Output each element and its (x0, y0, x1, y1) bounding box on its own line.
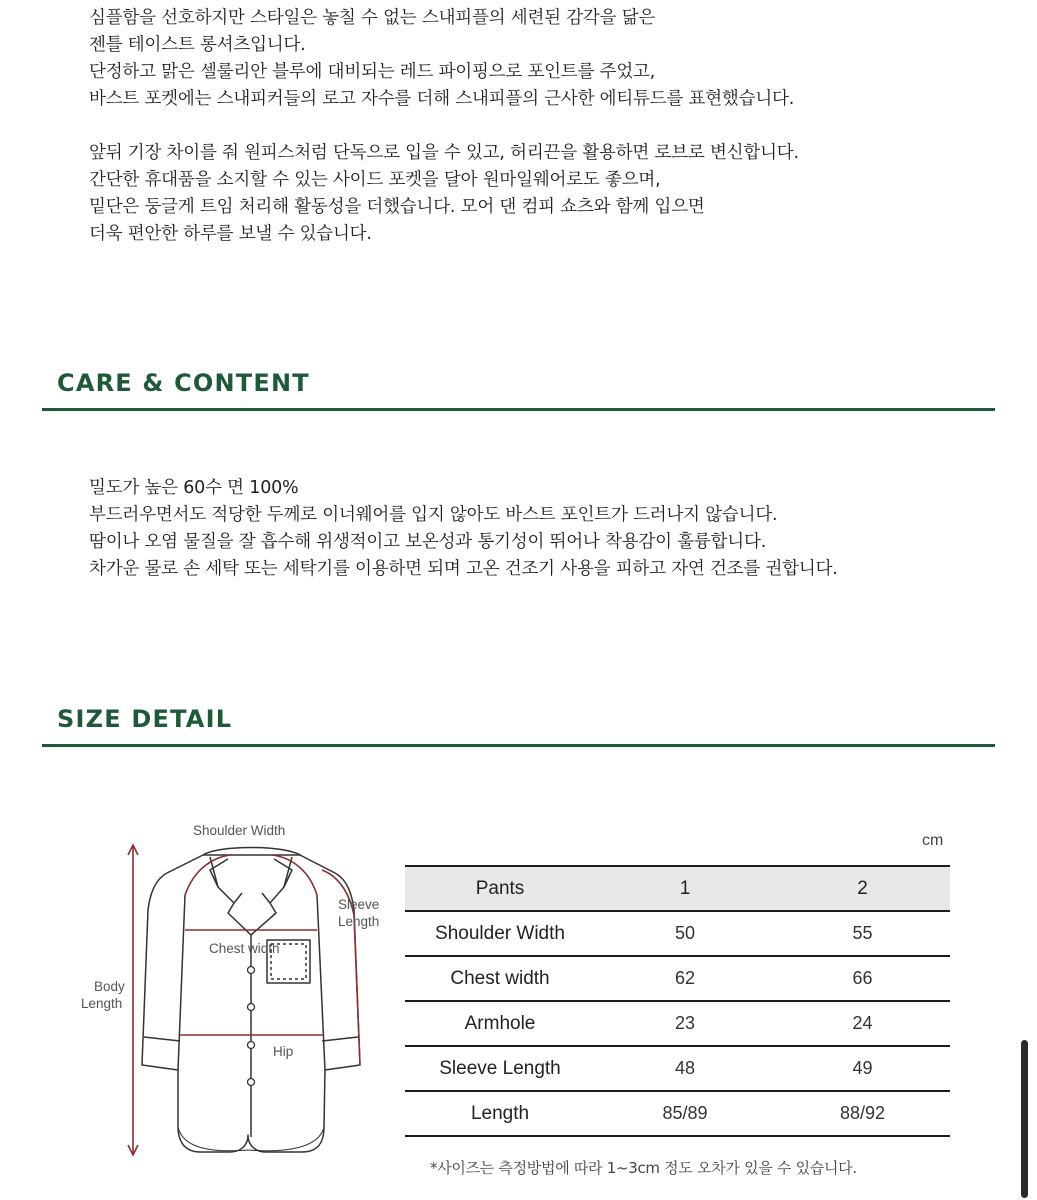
header-cell: 1 (595, 866, 775, 911)
care-paragraph (89, 475, 838, 583)
intro-line: 더욱 편안한 하루를 보낼 수 있습니다. (89, 224, 372, 244)
row-value: 23 (595, 1001, 775, 1046)
intro-paragraph (89, 5, 799, 248)
hip-label: Hip (273, 1044, 294, 1059)
shirt-measurement-diagram (70, 815, 400, 1165)
row-value: 55 (775, 911, 950, 956)
size-heading: SIZE DETAIL (57, 705, 233, 733)
row-label: Chest width (405, 956, 595, 1001)
row-label: Sleeve Length (405, 1046, 595, 1091)
intro-line: 심플함을 선호하지만 스타일은 놓칠 수 없는 스내피플의 세련된 감각을 닮은 (89, 8, 656, 28)
body-length-label: Body (94, 979, 125, 994)
row-value: 88/92 (775, 1091, 950, 1136)
table-header-row (405, 866, 950, 911)
intro-line: 젠틀 테이스트 롱셔츠입니다. (89, 35, 306, 55)
care-heading: CARE & CONTENT (57, 369, 310, 397)
row-label: Shoulder Width (405, 911, 595, 956)
body-length-label-2: Length (81, 996, 123, 1011)
shirt-button-icon (248, 1004, 255, 1011)
table-row (405, 1001, 950, 1046)
intro-line: 밑단은 둥글게 트임 처리해 활동성을 더했습니다. 모어 댄 컴피 쇼츠와 함께 입으면 (89, 197, 705, 217)
row-value: 85/89 (595, 1091, 775, 1136)
row-value: 62 (595, 956, 775, 1001)
size-table (405, 865, 950, 1137)
intro-line: 앞뒤 기장 차이를 줘 원피스처럼 단독으로 입을 수 있고, 허리끈을 활용하면 로브로 변신합니다. (89, 143, 799, 163)
unit-label: cm (922, 832, 944, 849)
row-value: 50 (595, 911, 775, 956)
row-label: Armhole (405, 1001, 595, 1046)
care-line: 밀도가 높은 60수 면 100% (89, 478, 299, 498)
intro-line: 단정하고 맑은 셀룰리안 블루에 대비되는 레드 파이핑으로 포인트를 주었고, (89, 62, 656, 82)
table-row (405, 1046, 950, 1091)
scrollbar-thumb[interactable] (1021, 1040, 1028, 1198)
sleeve-label: Sleeve (338, 897, 380, 912)
table-row (405, 911, 950, 956)
size-note: *사이즈는 측정방법에 따라 1~3cm 정도 오차가 있을 수 있습니다. (430, 1159, 857, 1177)
row-label: Length (405, 1091, 595, 1136)
row-value: 48 (595, 1046, 775, 1091)
care-line: 차가운 물로 손 세탁 또는 세탁기를 이용하면 되며 고온 건조기 사용을 피하고 자연 건조를 권합니다. (89, 559, 838, 579)
intro-line: 바스트 포켓에는 스내피커들의 로고 자수를 더해 스내피플의 근사한 에티튜드를 표현했습니다. (89, 89, 795, 109)
shirt-outline (142, 848, 360, 1153)
care-divider (42, 408, 995, 411)
row-value: 24 (775, 1001, 950, 1046)
intro-line (89, 113, 799, 140)
shirt-button-icon (248, 1079, 255, 1086)
chest-width-label: Chest width (209, 941, 280, 956)
care-line: 부드러우면서도 적당한 두께로 이너웨어를 입지 않아도 바스트 포인트가 드러나지 않습니다. (89, 505, 778, 525)
row-value: 49 (775, 1046, 950, 1091)
intro-line: 간단한 휴대품을 소지할 수 있는 사이드 포켓을 달아 원마일웨어로도 좋으며, (89, 170, 661, 190)
sleeve-label-2: Length (338, 914, 380, 929)
header-cell: 2 (775, 866, 950, 911)
measurement-lines (128, 845, 360, 1155)
shirt-button-icon (248, 1042, 255, 1049)
row-value: 66 (775, 956, 950, 1001)
shoulder-width-label: Shoulder Width (193, 823, 286, 838)
table-row (405, 1091, 950, 1136)
header-cell: Pants (405, 866, 595, 911)
size-divider (42, 744, 995, 747)
care-line: 땀이나 오염 물질을 잘 흡수해 위생적이고 보온성과 통기성이 뛰어나 착용감이 훌륭합니다. (89, 532, 767, 552)
table-row (405, 956, 950, 1001)
shirt-button-icon (248, 967, 255, 974)
